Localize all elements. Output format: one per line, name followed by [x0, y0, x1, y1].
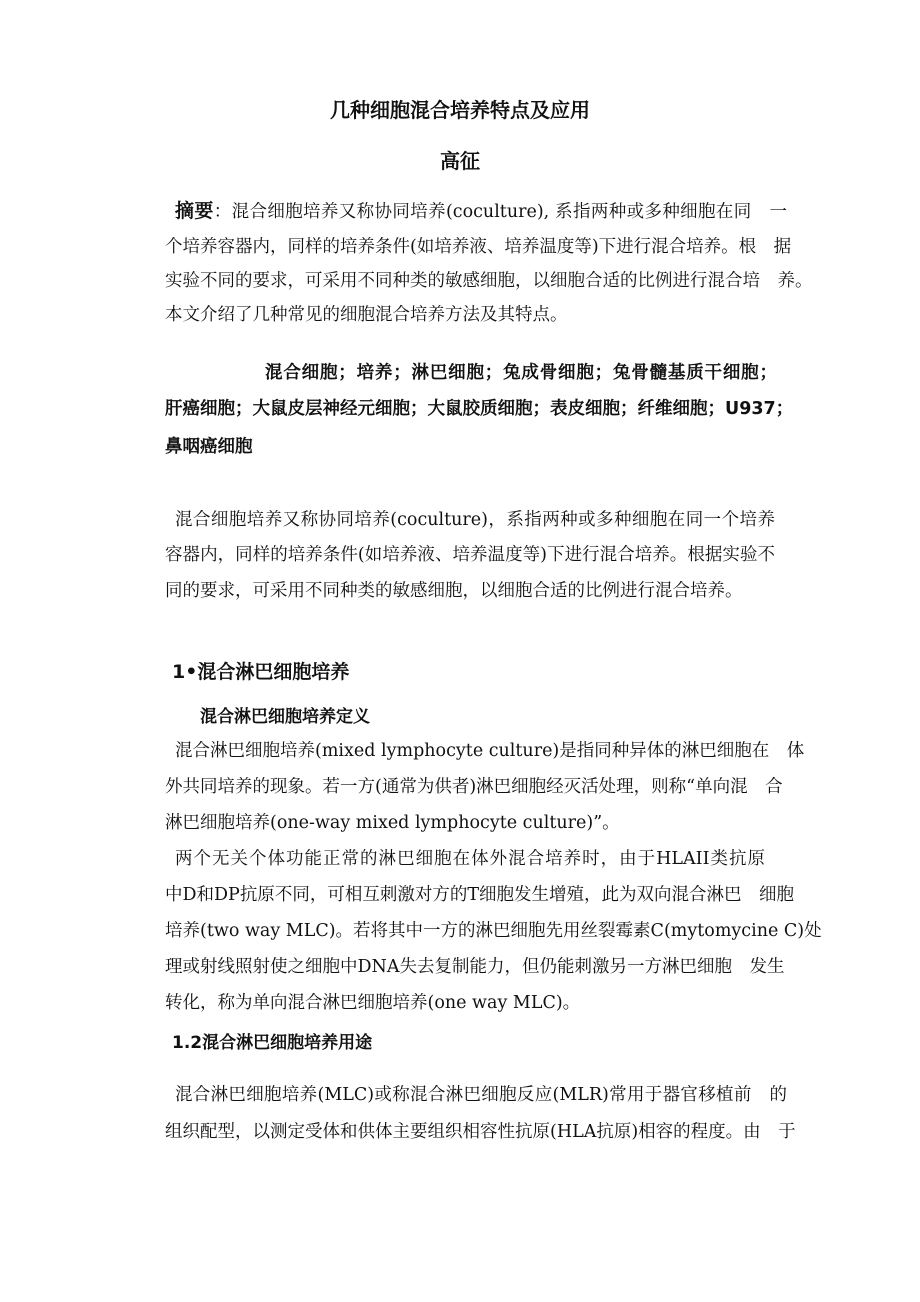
paragraph-line: 中D和DP抗原不同，可相互刺激对方的T细胞发生增殖，此为双向混合淋巴 细胞: [165, 885, 795, 905]
abstract-line: 本文介绍了几种常见的细胞混合培养方法及其特点。: [165, 305, 568, 325]
paragraph-line: 淋巴细胞培养(one-way mixed lymphocyte culture)”。: [165, 813, 620, 833]
abstract-text: 混合细胞培养又称协同培养(coculture), 系指两种或多种细胞在同 一: [231, 202, 788, 222]
abstract-line: 实验不同的要求，可采用不同种类的敏感细胞，以细胞合适的比例进行混合培 养。: [165, 271, 813, 291]
keywords-line: 混合细胞；培养；淋巴细胞；兔成骨细胞；兔骨髓基质干细胞；: [265, 363, 777, 383]
abstract-label: 摘要: [175, 200, 214, 222]
paragraph-line: 混合淋巴细胞培养(mixed lymphocyte culture)是指同种异体的淋巴细胞在 体: [175, 741, 805, 761]
abstract-colon: ：: [213, 202, 232, 222]
document-title: 几种细胞混合培养特点及应用: [330, 98, 590, 122]
intro-line: 同的要求，可采用不同种类的敏感细胞，以细胞合适的比例进行混合培养。: [165, 581, 743, 601]
paragraph-line: 两个无关个体功能正常的淋巴细胞在体外混合培养时，由于HLAII类抗原: [175, 849, 765, 869]
paragraph-line: 转化，称为单向混合淋巴细胞培养(one way MLC)。: [165, 993, 581, 1013]
paragraph-line: 培养(two way MLC)。若将其中一方的淋巴细胞先用丝裂霉素C(mytomycine C)处: [165, 921, 822, 941]
abstract-line: [175, 200, 787, 223]
abstract-line: 个培养容器内，同样的培养条件(如培养液、培养温度等)下进行混合培养。根 据: [165, 237, 792, 257]
keywords-line: 鼻咽癌细胞: [165, 437, 253, 457]
paragraph-line: 理或射线照射使之细胞中DNA失去复制能力，但仍能刺激另一方淋巴细胞 发生: [165, 957, 785, 977]
paragraph-line: 外共同培养的现象。若一方(通常为供者)淋巴细胞经灭活处理，则称“单向混 合: [165, 777, 783, 797]
intro-line: 混合细胞培养又称协同培养(coculture)，系指两种或多种细胞在同一个培养: [175, 510, 775, 530]
author: 高征: [440, 149, 480, 173]
section-heading: 1.2混合淋巴细胞培养用途: [172, 1033, 373, 1053]
paragraph-line: 组织配型，以测定受体和供体主要组织相容性抗原(HLA抗原)相容的程度。由 于: [165, 1122, 796, 1142]
subsection-heading: 混合淋巴细胞培养定义: [200, 707, 370, 727]
paragraph-line: 混合淋巴细胞培养(MLC)或称混合淋巴细胞反应(MLR)常用于器官移植前 的: [175, 1085, 787, 1105]
intro-line: 容器内，同样的培养条件(如培养液、培养温度等)下进行混合培养。根据实验不: [165, 545, 775, 565]
section-heading: 1•混合淋巴细胞培养: [172, 661, 350, 683]
keywords-line: 肝癌细胞；大鼠皮层神经元细胞；大鼠胶质细胞；表皮细胞；纤维细胞；U937；: [165, 399, 794, 419]
